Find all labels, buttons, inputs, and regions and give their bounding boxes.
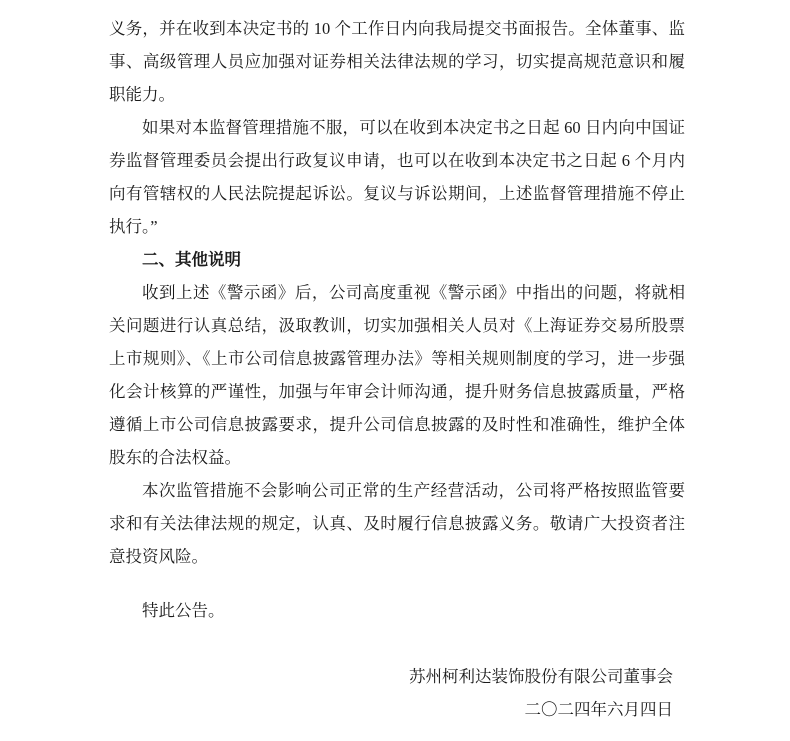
signature-date: 二〇二四年六月四日 <box>524 700 673 719</box>
document-body <box>109 12 685 726</box>
body-paragraph-report-obligation: 义务，并在收到本决定书的 10 个工作日内向我局提交书面报告。全体董事、监事、高级管理人员应加强对证券相关法律法规的学习，切实提高规范意识和履职能力。 <box>109 19 685 104</box>
signature-company-board: 苏州柯利达装饰股份有限公司董事会 <box>409 667 673 686</box>
signature-block <box>109 660 685 726</box>
section-heading-other-notes: 二、其他说明 <box>142 250 241 269</box>
body-paragraph-appeal-rights: 如果对本监督管理措施不服，可以在收到本决定书之日起 60 日内向中国证券监督管理委员会提出行政复议申请，也可以在收到本决定书之日起 6 个月内向有管辖权的人民法院提起诉讼。复议与诉讼期间，上述监督管理措施不停止执行。” <box>109 118 685 236</box>
body-paragraph-risk-notice: 本次监管措施不会影响公司正常的生产经营活动，公司将严格按照监管要求和有关法律法规的规定，认真、及时履行信息披露义务。敬请广大投资者注意投资风险。 <box>109 481 685 566</box>
closing-statement: 特此公告。 <box>142 601 225 620</box>
body-paragraph-company-response: 收到上述《警示函》后，公司高度重视《警示函》中指出的问题，将就相关问题进行认真总结，汲取教训，切实加强相关人员对《上海证券交易所股票上市规则》、《上市公司信息披露管理办法》等相关规则制度的学习，进一步强化会计核算的严谨性，加强与年审会计师沟通，提升财务信息披露质量，严格遵循上市公司信息披露要求，提升公司信息披露的及时性和准确性，维护全体股东的合法权益。 <box>109 283 685 467</box>
